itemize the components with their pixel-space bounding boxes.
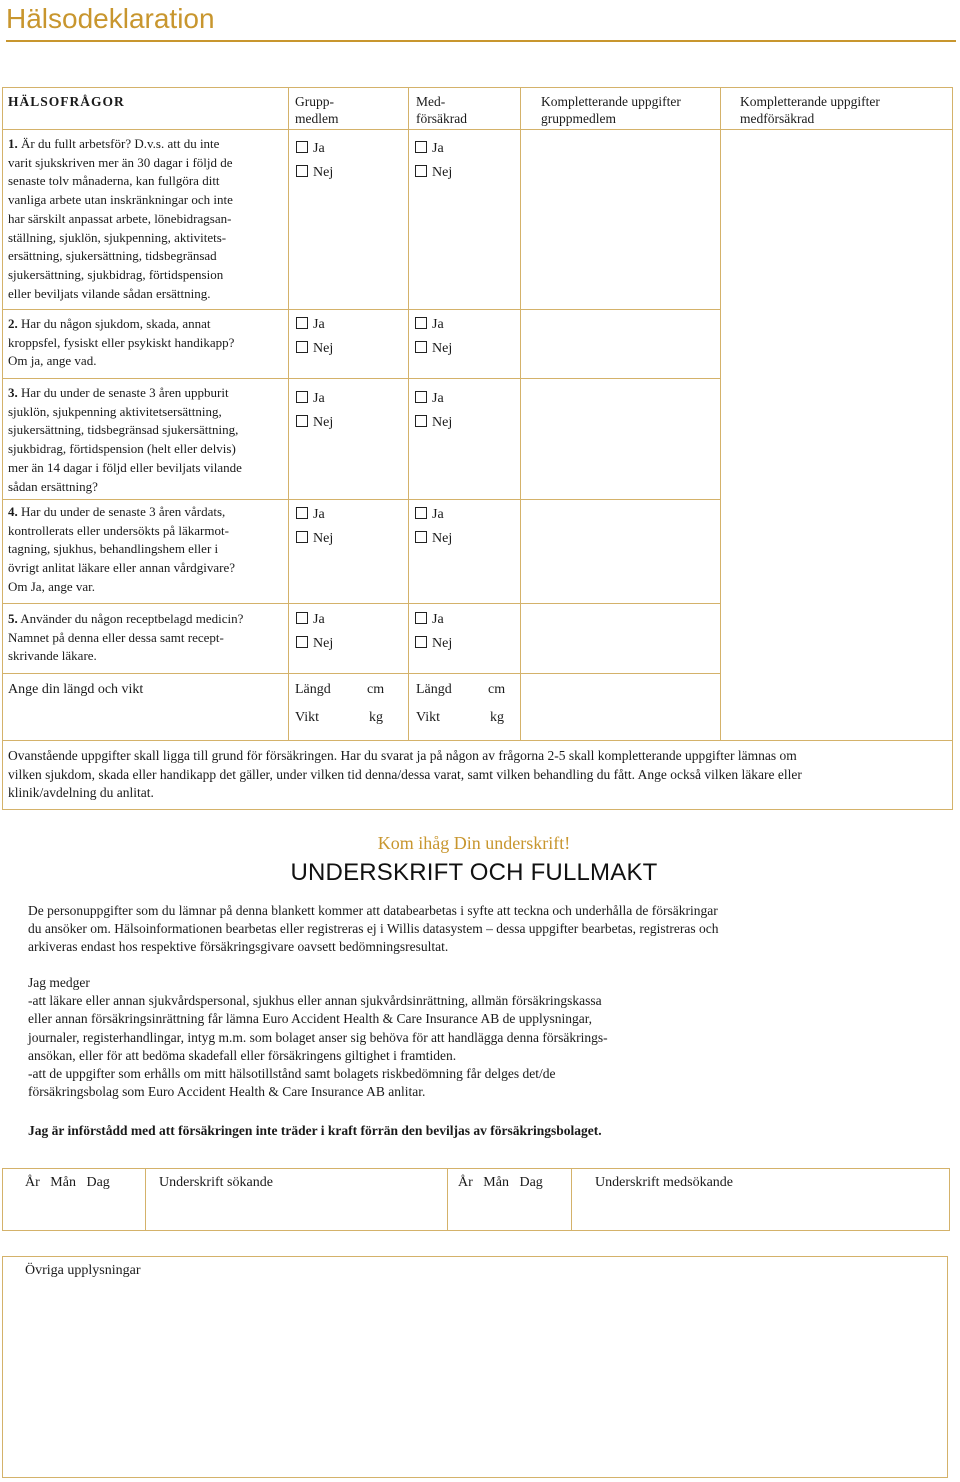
checkbox-square-icon [296,612,308,624]
group-height-label: Längd [295,682,331,697]
co-height-label: Längd [416,682,452,697]
checkbox-square-icon [415,612,427,624]
q1-co-no-checkbox[interactable]: Nej [415,165,452,181]
q2-co-yes-checkbox[interactable]: Ja [415,317,444,333]
col-divider-4 [720,87,721,740]
questions-header: HÄLSOFRÅGOR [8,94,125,109]
checkbox-square-icon [415,636,427,648]
q5-co-yes-checkbox[interactable]: Ja [415,612,444,628]
checkbox-square-icon [415,391,427,403]
question-4: 4. Har du under de senaste 3 åren vårdats, kontrollerats eller undersökts på läkarmot- tagning, sjukhus, behandlingshem eller i övrigt anlitat läkare eller annan vårdgivare? Om Ja, ange var. [8,504,236,594]
signature-heading: UNDERSKRIFT OCH FULLMAKT [290,859,658,886]
consent-text: Jag medger -att läkare eller annan sjukvårdspersonal, sjukhus eller annan sjukvårdsinrättning, allmän försäkringskassa eller annan försäkringsinrättning får lämna Euro Accident Health & Care Insurance AB de upplysningar, journaler, registerhandlingar, intyg m.m. som bolaget anser sig behöva för att handlägga denna försäkrings- ansökan, eller för att bedöma skadefall eller försäkringens giltighet i framtiden. -att de uppgifter som erhålls om mitt hälsotillstånd samt bolagets riskbedömning får delges det/de försäkringsbolag som Euro Accident Health & Care Insurance AB anlitar. [28,975,608,1100]
page-title: Hälsodeklaration [6,3,215,34]
group-height-unit: cm [367,682,385,697]
q2-co-no-checkbox[interactable]: Nej [415,341,452,357]
q2-group-no-checkbox[interactable]: Nej [296,341,333,357]
group-member-header: Grupp- medlem [295,94,339,126]
checkbox-square-icon [415,165,427,177]
signature-divider-2 [447,1168,448,1231]
checkbox-square-icon [296,391,308,403]
checkbox-square-icon [415,141,427,153]
checkbox-square-icon [296,636,308,648]
col-divider-3 [520,87,521,740]
question-2: 2. Har du någon sjukdom, skada, annat kroppsfel, fysiskt eller psykiskt handikapp? Om ja, ange vad. [8,316,235,369]
header-rule [2,129,953,130]
q5-group-yes-checkbox[interactable]: Ja [296,612,325,628]
other-info-box[interactable] [2,1256,948,1478]
checkbox-square-icon [296,165,308,177]
q4-group-no-checkbox[interactable]: Nej [296,531,333,547]
q4-group-yes-checkbox[interactable]: Ja [296,507,325,523]
other-info-label: Övriga upplysningar [25,1263,141,1278]
q4-co-yes-checkbox[interactable]: Ja [415,507,444,523]
checkbox-square-icon [296,341,308,353]
signature-divider-1 [145,1168,146,1231]
checkbox-square-icon [415,507,427,519]
q4-co-no-checkbox[interactable]: Nej [415,531,452,547]
extra-co-header: Kompletterande uppgifter medförsäkrad [740,94,880,126]
q3-group-no-checkbox[interactable]: Nej [296,415,333,431]
signature-divider-3 [571,1168,572,1231]
row-rule-1 [2,309,720,310]
measure-label: Ange din längd och vikt [8,682,144,697]
q5-group-no-checkbox[interactable]: Nej [296,636,333,652]
group-weight-unit: kg [369,710,383,725]
checkbox-square-icon [296,507,308,519]
row-rule-5 [2,673,720,674]
q3-co-no-checkbox[interactable]: Nej [415,415,452,431]
co-height-unit: cm [488,682,506,697]
privacy-intro: De personuppgifter som du lämnar på denna blankett kommer att databearbetas i syfte att teckna och underhålla de försäkringar du ansöker om. Hälsoinformationen bearbetas eller registreras ej i Willis datasystem – dessa uppgifter bearbetas, registreras och arkiveras endast hos respektive försäkringsgivare oavsett bedömningsresultat. [28,903,719,955]
checkbox-square-icon [415,415,427,427]
co-applicant-signature-field[interactable]: Underskrift medsökande [595,1175,734,1190]
checkbox-square-icon [415,531,427,543]
co-applicant-date-field[interactable]: År Mån Dag [458,1175,543,1190]
checkbox-square-icon [296,415,308,427]
row-rule-3 [2,499,720,500]
q3-group-yes-checkbox[interactable]: Ja [296,391,325,407]
group-weight-label: Vikt [295,710,320,725]
consent-statement: Jag är införstådd med att försäkringen inte träder i kraft förrän den beviljas av försäkringsbolaget. [28,1123,602,1138]
co-weight-label: Vikt [416,710,441,725]
row-rule-4 [2,603,720,604]
title-rule [6,40,956,42]
q2-group-yes-checkbox[interactable]: Ja [296,317,325,333]
co-insured-header: Med- försäkrad [416,94,467,126]
question-1: 1. Är du fullt arbetsför? D.v.s. att du inte varit sjukskriven mer än 30 dagar i följd de senaste tolv månaderna, kan fullgöra ditt vanliga arbete utan inskränkningar och inte har särskilt anpassat arbete, lönebidragsan- ställning, sjuklön, sjukpenning, aktivitets- ersättning, sjukersättning, tidsbegränsad sjukersättning, sjukbidrag, förtidspension eller beviljats vilande sådan ersättning. [8,136,233,301]
co-weight-unit: kg [490,710,504,725]
q1-co-yes-checkbox[interactable]: Ja [415,141,444,157]
question-3: 3. Har du under de senaste 3 åren uppburit sjuklön, sjukpenning aktivitetsersättning, sjukersättning, tidsbegränsad sjukersättning, sjukbidrag, förtidspension (helt eller delvis) mer än 14 dagar i följd eller beviljats vilande sådan ersättning? [8,385,242,494]
checkbox-square-icon [415,317,427,329]
signature-reminder: Kom ihåg Din underskrift! [377,833,571,853]
extra-group-header: Kompletterande uppgifter gruppmedlem [541,94,681,126]
q3-co-yes-checkbox[interactable]: Ja [415,391,444,407]
checkbox-square-icon [296,531,308,543]
q1-group-no-checkbox[interactable]: Nej [296,165,333,181]
col-divider-2 [408,87,409,740]
checkbox-square-icon [296,141,308,153]
q1-group-yes-checkbox[interactable]: Ja [296,141,325,157]
checkbox-square-icon [415,341,427,353]
question-5: 5. Använder du någon receptbelagd medicin? Namnet på denna eller dessa samt recept- skrivande läkare. [8,611,244,664]
row-rule-2 [2,378,720,379]
checkbox-square-icon [296,317,308,329]
q5-co-no-checkbox[interactable]: Nej [415,636,452,652]
table-footnote: Ovanstående uppgifter skall ligga till grund för försäkringen. Har du svarat ja på någon av frågorna 2-5 skall kompletterande uppgifter lämnas om vilken sjukdom, skada eller handikapp det gäller, under vilken tid denna/dessa varat, samt vilken behandling du fått. Ange också vilken läkare eller klinik/avdelning du anlitat. [8,748,802,801]
col-divider-1 [288,87,289,740]
applicant-signature-field[interactable]: Underskrift sökande [159,1175,273,1190]
footnote-rule [2,740,953,741]
applicant-date-field[interactable]: År Mån Dag [25,1175,110,1190]
